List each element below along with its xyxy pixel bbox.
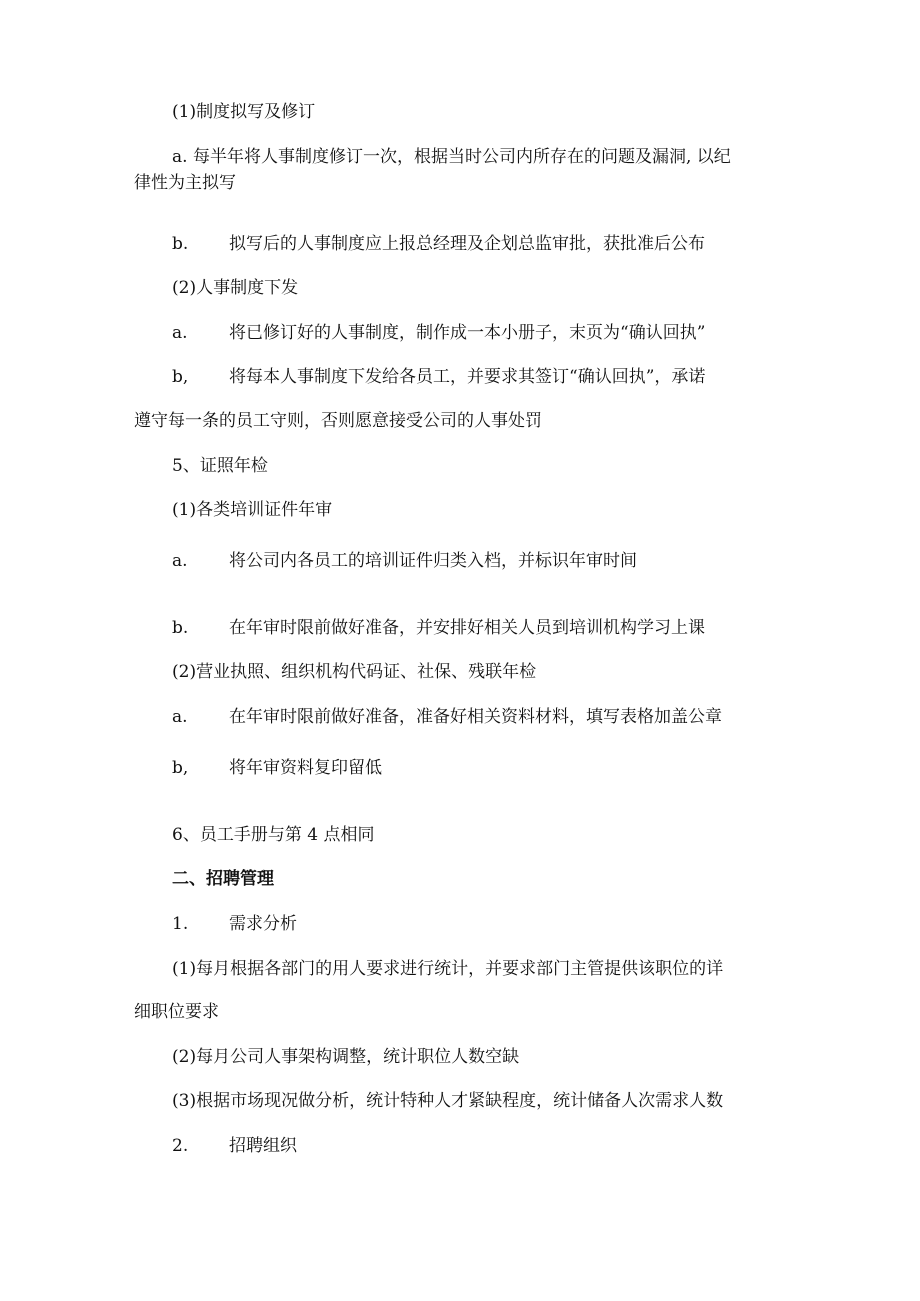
list-item-label: a. — [172, 323, 188, 343]
list-item-label: a. — [172, 707, 188, 727]
list-item-label: 1. — [172, 914, 189, 934]
list-item-label: 2. — [172, 1136, 189, 1156]
list-item-text: 在年审时限前做好准备，准备好相关资料材料，填写表格加盖公章 — [229, 707, 722, 727]
list-item-label: a. — [172, 551, 188, 571]
list-item-text: 将已修订好的人事制度，制作成一本小册子，末页为“确认回执” — [229, 323, 706, 343]
list-item-label: b, — [172, 367, 189, 387]
list-item-text: 将公司内各员工的培训证件归类入档，并标识年审时间 — [229, 551, 637, 571]
list-item-text: 将年审资料复印留低 — [229, 758, 382, 778]
list-item-label: b. — [172, 618, 189, 638]
list-item-text: 在年审时限前做好准备，并安排好相关人员到培训机构学习上课 — [229, 618, 705, 638]
list-item-label: b, — [172, 758, 189, 778]
document-page: (1)制度拟写及修订 a. 每半年将人事制度修订一次，根据当时公司内所存在的问题及漏洞, 以纪 律性为主拟写 b. 拟写后的人事制度应上报总经理及企划总监审批，获批准后公布 (2)人事制度下发 a. 将已修订好的人事制度，制作成一本小册子，末页为“确认回执” b, 将每本人事制度下发给各员工，并要求其签订“确认回执”，承诺 遵守每一条的员工守则，否则愿意接受公司的人事处罚 5、证照年检 (1)各类培训证件年审 a. 将公司内各员工的培训证件归类入档，并标识年审时间 b. 在年审时限前做好准备，并安排好相关人员到培训机构学习上课 (2)营业执照、组织机构代码证、社保、残联年检 a. 在年审时限前做好准备，准备好相关资料材料，填写表格加盖公章 b, 将年审资料复印留低 6、员工手册与第 4 点相同 二、招聘管理 1. 需求分析 (1)每月根据各部门的用人要求进行统计，并要求部门主管提供该职位的详 细职位要求 (2)每月公司人事架构调整，统计职位人数空缺 (3)根据市场现况做分析，统计特种人才紧缺程度，统计储备人次需求人数 2. 招聘组织 — [134, 102, 731, 1156]
list-item-text: 需求分析 — [229, 914, 297, 934]
list-item-label: b. — [172, 234, 189, 254]
list-item-text: 拟写后的人事制度应上报总经理及企划总监审批，获批准后公布 — [229, 234, 705, 254]
list-item-text: 招聘组织 — [229, 1136, 297, 1156]
list-item-text: 将每本人事制度下发给各员工，并要求其签订“确认回执”，承诺 — [229, 367, 706, 387]
